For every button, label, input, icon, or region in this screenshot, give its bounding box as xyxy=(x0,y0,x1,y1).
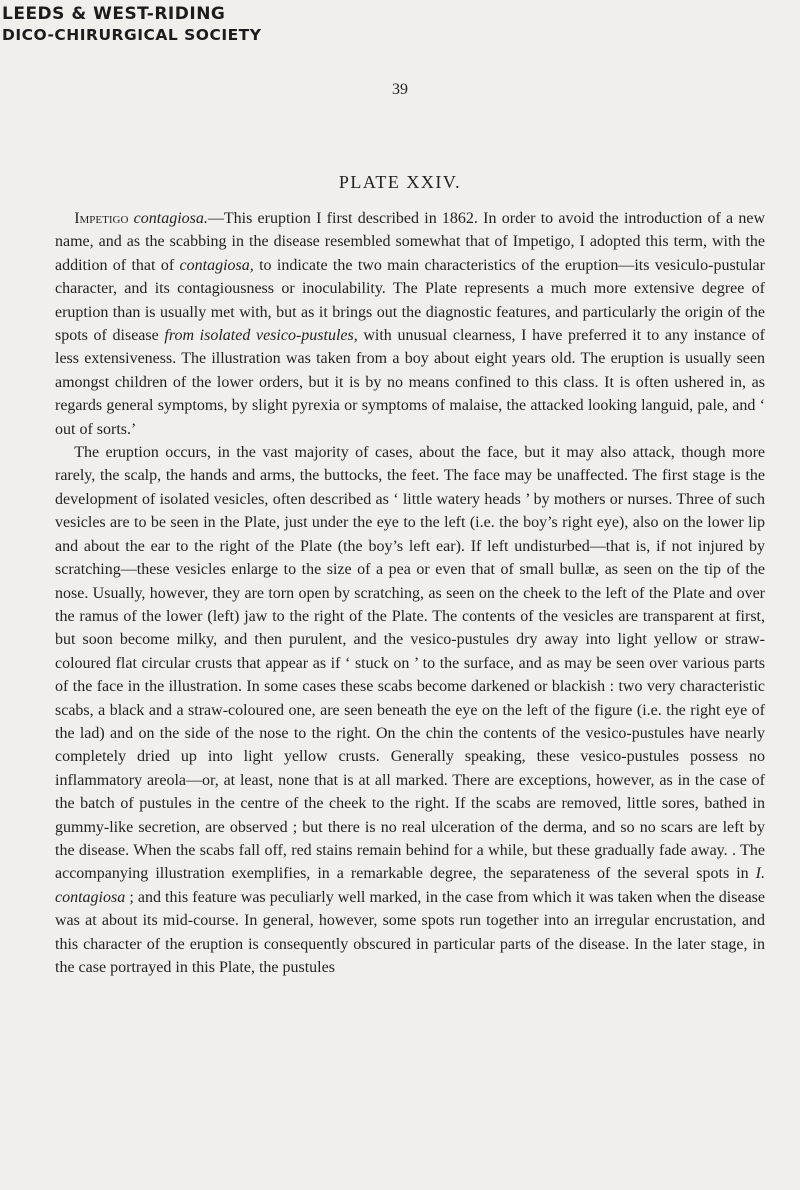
segment: to indicate the two main characteristics of the eruption—its vesiculo-pustular character, and its contagiousness or inoculability. The Plate represents a much more extensive degree of eruption than is usually met with, but as it brings out the diagnostic features, and particularly the origin of the spots of disease xyxy=(55,256,765,345)
segment-italic: from isolated vesico-pustules, xyxy=(164,327,358,345)
segment: The eruption occurs, in the vast majority of cases, about the face, but it may also attack, though more rarely, the scalp, the hands and arms, the buttocks, the feet. The face may be unaffected. The first stage is the development of isolated vesicles, often described as ‘ little watery heads ’ by mothers or nurses. Three of such vesicles are to be seen in the Plate, just under the eye to the left (i.e. the boy’s right eye), also on the lower lip and about the ear to the right of the Plate (the boy’s left ear). If left undisturbed—that is, if not injured by scratching—these vesicles enlarge to the size of a pea or even that of small bullæ, as seen on the tip of the nose. Usually, however, they are torn open by scratching, as seen on the cheek to the left of the Plate and over the ramus of the lower (left) jaw to the right of the Plate. The contents of the vesicles are transparent at first, but soon become milky, and then purulent, and the vesico-pustules dry away into light yellow or straw-coloured flat circular crusts that appear as if ‘ stuck on ’ to the surface, and as may be seen over various parts of the face in the illustration. In some cases these scabs become darkened or blackish : two very characteristic scabs, a black and a straw-coloured one, are seen beneath the eye on the left of the figure (i.e. the right eye of the lad) and on the side of the nose to the right. On the chin the contents of the vesico-pustules have nearly completely dried up into light yellow crusts. Generally speaking, these vesico-pustules possess no inflammatory areola—or, at least, none that is at all marked. There are exceptions, however, as in the case of the batch of pustules in the centre of the cheek to the right. If the scabs are removed, little sores, bathed in gummy-like secretion, are observed ; but there is no real ulceration of the derma, and so no scars are left by the disease. When the scabs fall off, red stains remain behind for a while, but these gradually fade away. . The accompanying illustration exemplifies, in a remarkable degree, the separateness of the several spots in xyxy=(55,444,765,883)
segment: with unusual clearness, I have preferred it to any instance of less extensiveness. The illustration was taken from a boy about eight years old. The eruption is usually seen amongst children of the lower orders, but it is by no means confined to this class. It is often ushered in, as regards general symptoms, by slight pyrexia or symptoms of malaise, the attacked looking languid, pale, and ‘ out of sorts.’ xyxy=(55,327,766,438)
lead-term-italic: contagiosa. xyxy=(133,210,208,227)
paragraph-1 xyxy=(55,207,765,441)
segment: ; and this feature was peculiarly well marked, in the case from which it was taken when the disease was at about its mid-course. In general, however, some spots run together into an irregular encrustation, and this character of the eruption is consequently obscured in particular parts of the disease. In the later stage, in the case portrayed in this Plate, the pustules xyxy=(55,888,765,976)
segment-italic: contagiosa, xyxy=(179,256,254,274)
plate-title: PLATE XXIV. xyxy=(338,172,462,192)
segment-italic: I. contagiosa xyxy=(55,865,765,906)
library-stamp xyxy=(2,6,261,43)
body-text xyxy=(55,207,765,979)
paragraph-2 xyxy=(55,441,765,979)
page-number: 39 xyxy=(392,81,408,98)
stamp-line-2: DICO-CHIRURGICAL SOCIETY xyxy=(2,25,262,44)
segment: —This eruption I first described in 1862. In order to avoid the introduction of a new name, and as the scabbing in the disease resembled somewhat that of Impetigo, I adopted this term, with the addition of that of xyxy=(55,210,766,274)
lead-term: Impetigo xyxy=(74,210,129,227)
stamp-line-1: LEEDS & WEST-RIDING xyxy=(2,4,226,24)
